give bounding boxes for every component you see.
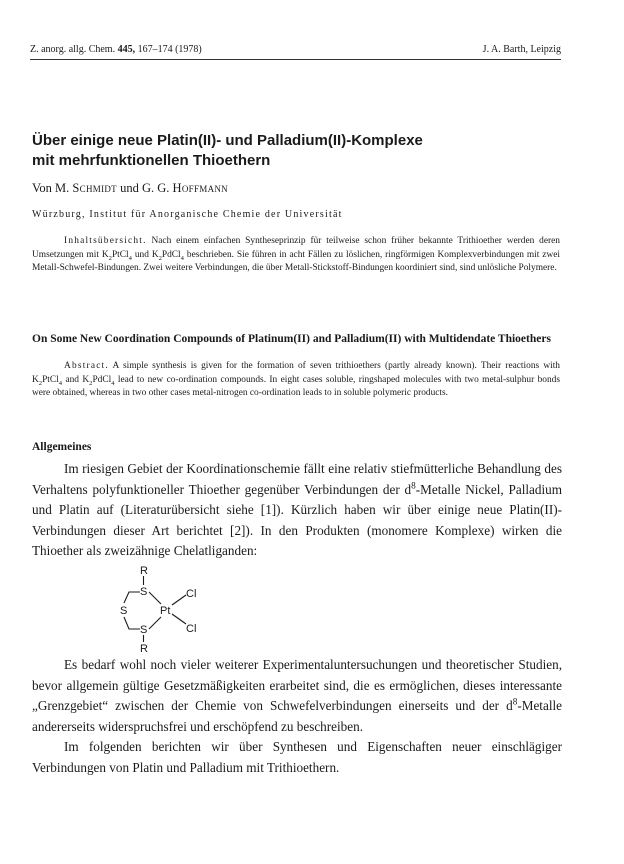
ring-bond-lower (124, 617, 140, 629)
ring-bond-upper (124, 592, 140, 603)
abstract-english (32, 360, 560, 401)
superscript: 8 (411, 480, 416, 491)
publisher: J. A. Barth, Leipzig (482, 44, 561, 55)
journal-pages: 167–174 (1978) (137, 44, 202, 55)
header-rule (30, 59, 561, 60)
abstract-en-text: lead to new co-ordination compounds. In eight cases soluble, ringshaped molecules with two metal-sulphur bonds were obtained, whereas in two other cases metal-nitrogen co-ordination leads to in soluble polymeric products. (32, 374, 561, 399)
subscript: 4 (58, 379, 63, 387)
citation (30, 44, 202, 55)
article-title (32, 131, 572, 171)
author-schmidt: Schmidt (72, 181, 117, 195)
bond-s-pt-bottom (149, 617, 161, 629)
paragraph-text: -Metalle Nickel, Palladium und Platin auf (Literaturübersicht siehe [1]). Kürzlich haben wir über einige neue Platin(II)-Verbindungen dieser Art berichtet [2]). In den Produkten (monomere Komplexe) wirken die Thioether als zweizähnige Chelatliganden: (32, 481, 562, 559)
subscript: 2 (89, 379, 93, 387)
bond-s-pt-top (149, 592, 161, 604)
abstract-en-text: PtCl (42, 374, 59, 385)
structure-s-top: S (140, 586, 148, 598)
body-text-continued (32, 655, 562, 779)
authors-conjunction: und G. G. (120, 181, 170, 195)
superscript: 8 (512, 696, 518, 707)
bond-pt-cl-top (172, 595, 186, 605)
structure-s-left: S (120, 605, 128, 617)
structure-cl-top: Cl (186, 588, 197, 600)
paragraph-text: -Metalle andererseits widerspruchsfrei und erschöpfend zu beschreiben. (32, 698, 562, 734)
body-paragraph-1 (32, 459, 562, 562)
subscript: 2 (38, 379, 43, 387)
authors (32, 181, 228, 196)
chelate-structure-diagram (110, 562, 230, 654)
abstract-en-text: and K (62, 374, 90, 385)
affiliation: Würzburg, Institut für Anorganische Chemie der Universität (32, 209, 343, 220)
abstract-en-text: A simple synthesis is given for the formation of seven trithioethers (partly already known). Their reactions with K (32, 361, 560, 385)
abstract-de-text: beschrieben. Sie führen in acht Fällen zu löslichen, ringförmigen Komplexverbindungen mit zwei Metall-Schwefel-Bindungen. Zwei weitere Verbindungen, die über Metall-Stickstoff-Bindungen koordiniert sind, sind unlösliche Polymere. (32, 249, 560, 274)
structure-r-bottom: R (140, 643, 148, 654)
bond-pt-cl-bottom (172, 614, 186, 624)
abstract-de-label: Inhaltsübersicht. (64, 236, 147, 246)
title-line-2: mit mehrfunktionellen Thioethern (32, 152, 271, 169)
abstract-en-label: Abstract. (64, 361, 109, 371)
title-line-1: Über einige neue Platin(II)- und Palladium(II)-Komplexe (32, 132, 423, 149)
paragraph-text: Es bedarf wohl noch vieler weiterer Experimentaluntersuchungen und theoretischer Studien, bevor allgemein gültige Gesetzmäßigkeiten erarbeitet sind, die es ermöglichen, dieses interessante „Grenzgebiet“ zwischen der Chemie von Schwefelverbindungen einerseits und der d (32, 657, 562, 714)
paragraph-text: Im riesigen Gebiet der Koordinationschemie fällt eine relativ stiefmütterliche Behandlung des Verhaltens polyfunktioneller Thioether gegenüber Verbindungen der d (32, 461, 562, 497)
body-paragraph-3: Im folgenden berichten wir über Synthesen und Eigenschaften neuer einschlägiger Verbindungen von Platin und Palladium mit Trithioethern. (32, 739, 562, 775)
section-heading: Allgemeines (32, 441, 92, 453)
running-header (30, 44, 561, 55)
structure-s-bottom: S (140, 624, 148, 636)
abstract-de-text: und K (131, 249, 159, 260)
author-hoffmann: Hoffmann (172, 181, 228, 195)
subscript: 4 (128, 254, 132, 262)
structure-r-top: R (140, 565, 148, 577)
authors-prefix: Von M. (32, 181, 70, 195)
journal-volume: 445, (117, 44, 136, 55)
abstract-en-text: PdCl (92, 374, 112, 385)
journal-name: Z. anorg. allg. Chem. (30, 44, 116, 55)
subscript: 4 (180, 254, 184, 262)
subscript: 2 (108, 254, 112, 262)
subscript: 4 (111, 379, 115, 387)
abstract-de-text: PtCl (111, 249, 129, 260)
abstract-de-text: PdCl (161, 249, 181, 260)
subscript: 2 (158, 254, 162, 262)
english-title: On Some New Coordination Compounds of Platinum(II) and Palladium(II) with Multidendate Thioethers (32, 333, 551, 345)
structure-cl-bottom: Cl (186, 623, 197, 635)
structure-pt: Pt (160, 605, 171, 617)
abstract-de-text: Nach einem einfachen Syntheseprinzip für teilweise schon früher bekannte Trithioether werden deren Umsetzungen mit K (32, 236, 560, 260)
abstract-german (32, 235, 560, 276)
body-paragraph-2 (32, 655, 562, 737)
